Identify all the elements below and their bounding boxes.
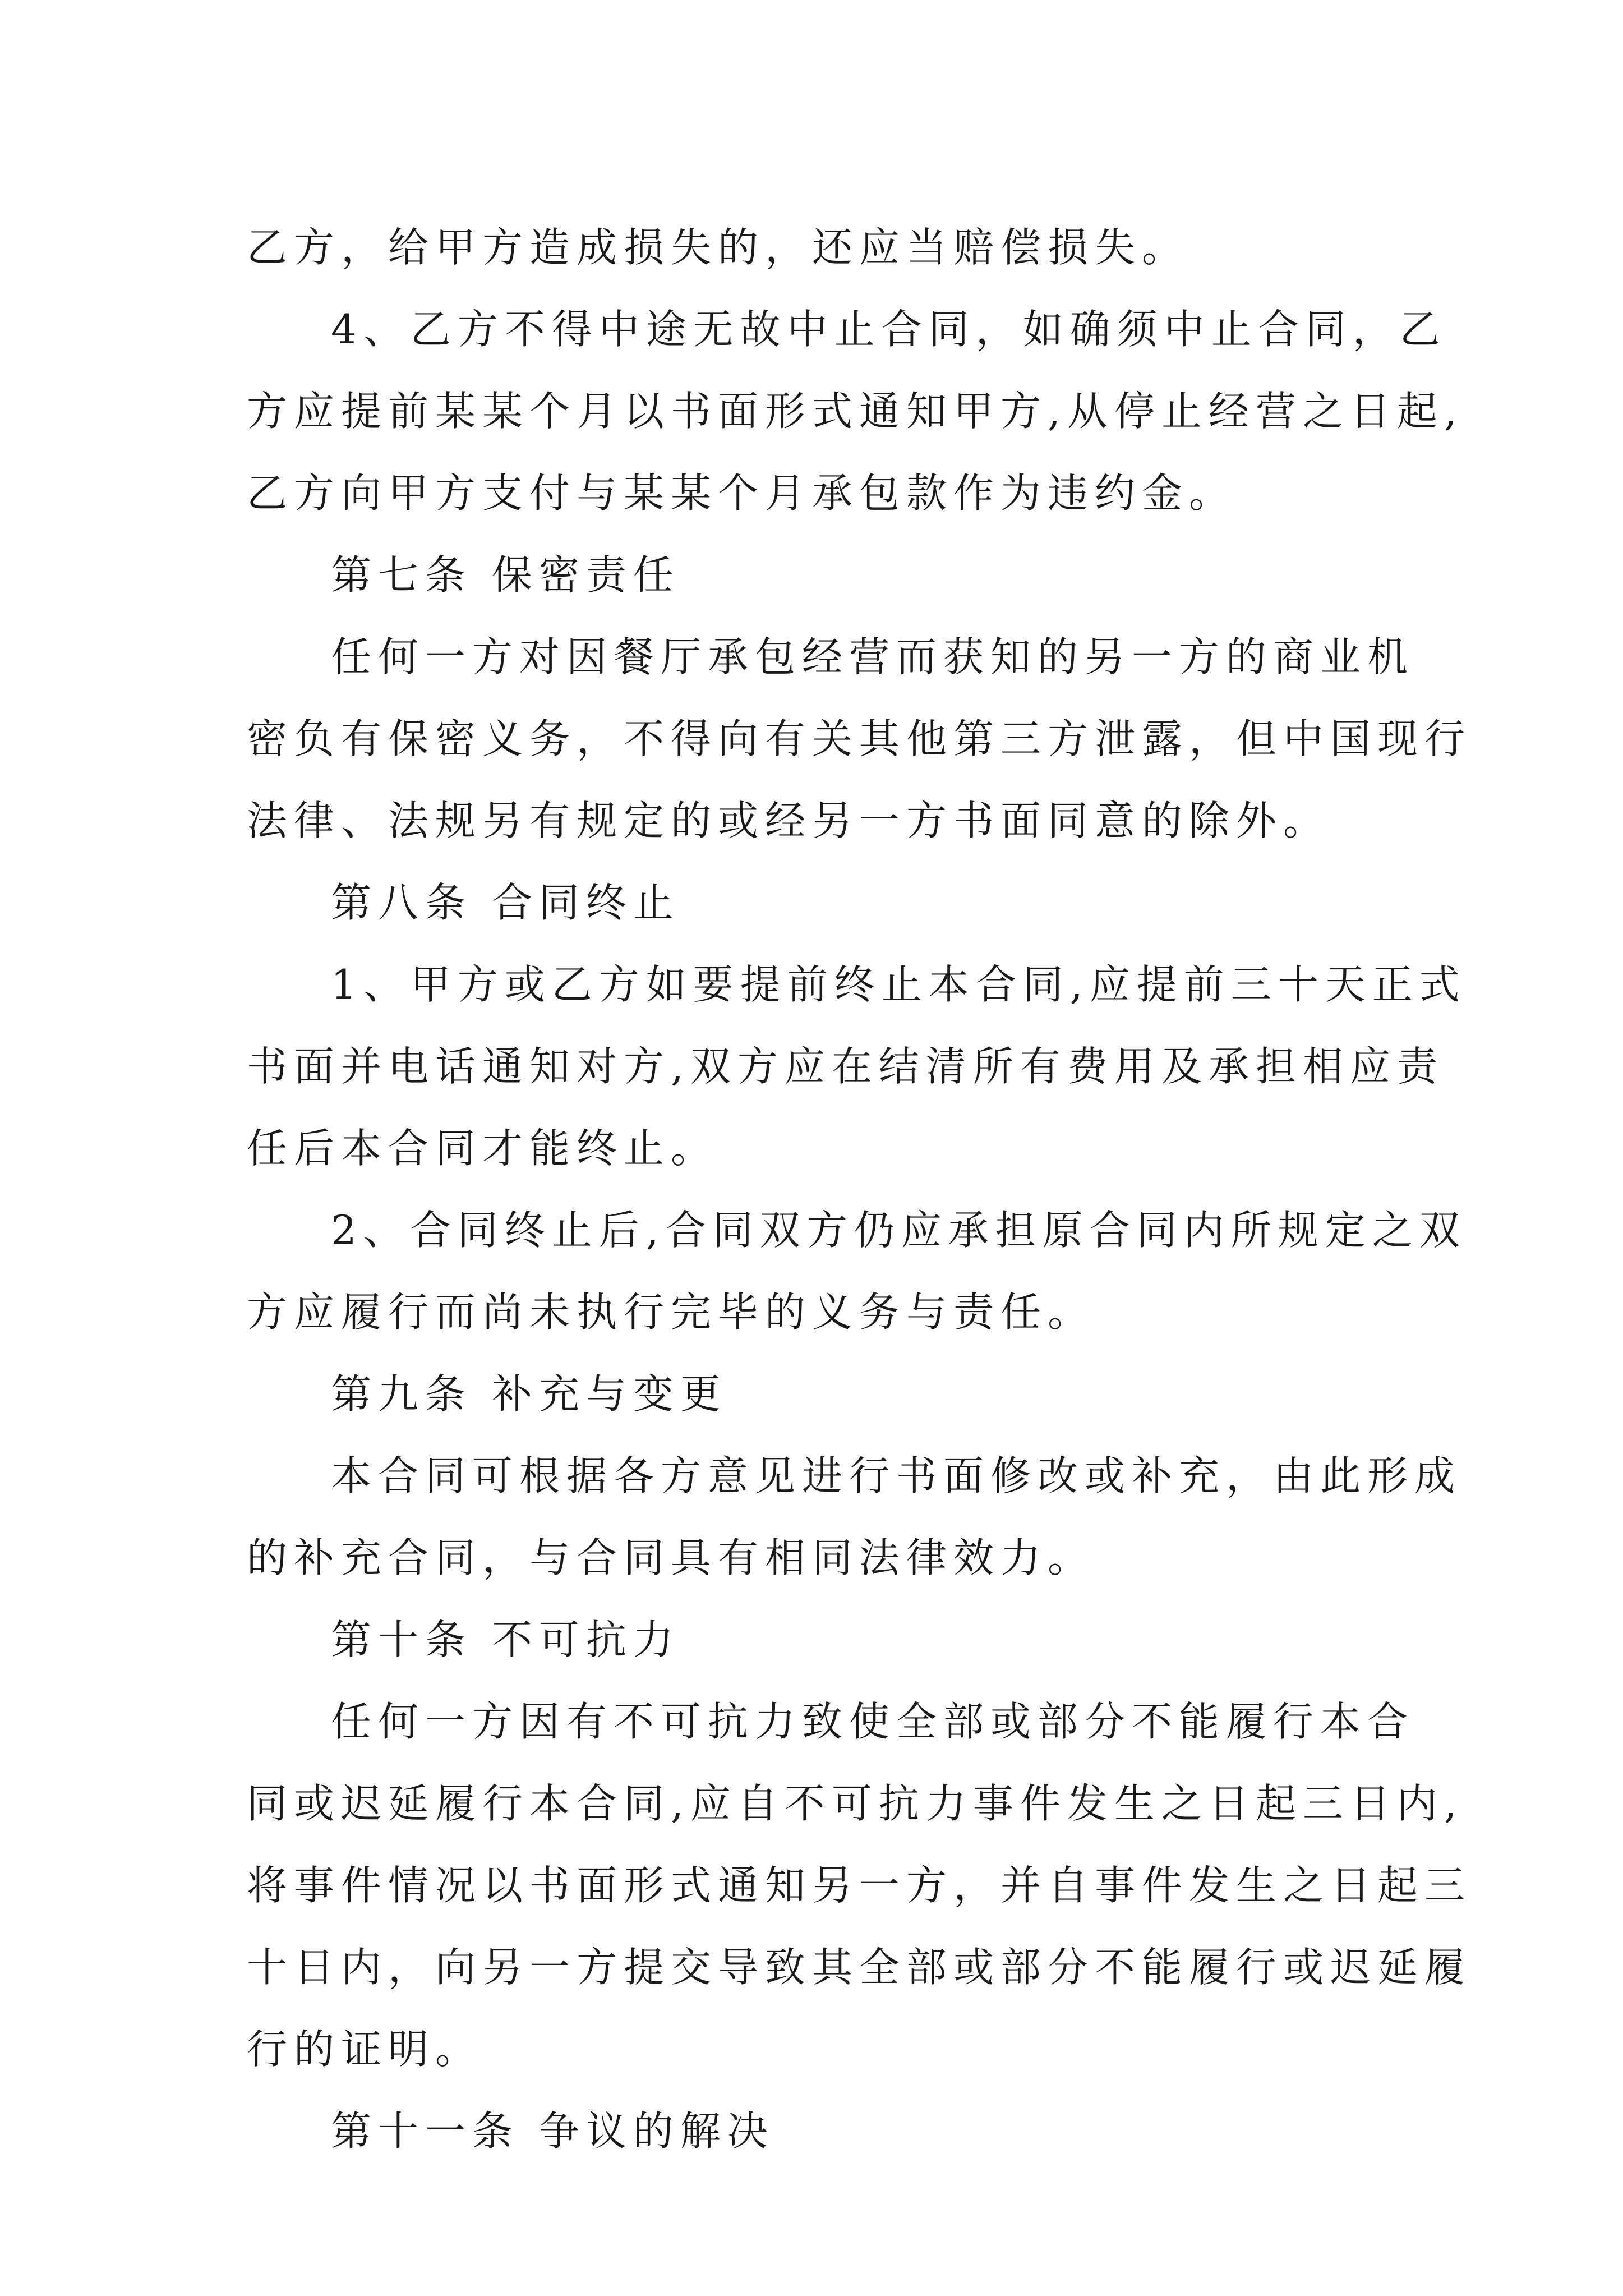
text-line: 法律、法规另有规定的或经另一方书面同意的除外。 bbox=[247, 797, 1331, 844]
text-line: 同或迟延履行本合同,应自不可抗力事件发生之日起三日内, bbox=[247, 1780, 1464, 1827]
text-line: 书面并电话通知对方,双方应在结清所有费用及承担相应责 bbox=[247, 1043, 1444, 1090]
text-line: 任后本合同才能终止。 bbox=[247, 1125, 718, 1172]
text-line: 乙方向甲方支付与某某个月承包款作为违约金。 bbox=[247, 470, 1237, 517]
section-heading: 第七条 保密责任 bbox=[331, 551, 680, 599]
document-body bbox=[247, 206, 1472, 2172]
text-line: 十日内，向另一方提交导致其全部或部分不能履行或迟延履 bbox=[247, 1944, 1472, 1991]
section-heading: 第十一条 争议的解决 bbox=[331, 2108, 774, 2155]
section-heading: 第九条 补充与变更 bbox=[331, 1370, 727, 1418]
text-line: 2、合同终止后,合同双方仍应承担原合同内所规定之双 bbox=[331, 1207, 1467, 1254]
text-line: 密负有保密义务，不得向有关其他第三方泄露，但中国现行 bbox=[247, 715, 1472, 762]
text-line: 将事件情况以书面形式通知另一方，并自事件发生之日起三 bbox=[247, 1862, 1472, 1909]
text-line: 任何一方对因餐厅承包经营而获知的另一方的商业机 bbox=[331, 633, 1415, 680]
section-heading: 第十条 不可抗力 bbox=[331, 1616, 680, 1663]
text-line: 方应提前某某个月以书面形式通知甲方,从停止经营之日起, bbox=[247, 388, 1464, 435]
section-heading: 第八条 合同终止 bbox=[331, 879, 680, 926]
text-line: 任何一方因有不可抗力致使全部或部分不能履行本合 bbox=[331, 1698, 1415, 1745]
text-line: 的补充合同，与合同具有相同法律效力。 bbox=[247, 1534, 1095, 1581]
text-line: 行的证明。 bbox=[247, 2026, 483, 2073]
text-line: 4、乙方不得中途无故中止合同，如确须中止合同，乙 bbox=[331, 306, 1447, 353]
text-line: 1、甲方或乙方如要提前终止本合同,应提前三十天正式 bbox=[331, 961, 1467, 1008]
text-line: 方应履行而尚未执行完毕的义务与责任。 bbox=[247, 1289, 1095, 1336]
text-line: 乙方，给甲方造成损失的，还应当赔偿损失。 bbox=[247, 224, 1189, 271]
text-line: 本合同可根据各方意见进行书面修改或补充，由此形成 bbox=[331, 1452, 1462, 1499]
